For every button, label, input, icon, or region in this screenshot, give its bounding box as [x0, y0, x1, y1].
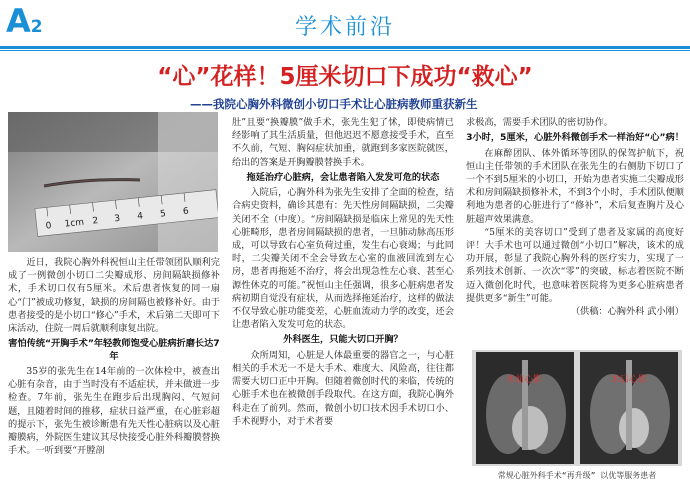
- section-heading: 外科医生，只能大切口开胸？: [283, 334, 403, 346]
- xray-before: [476, 352, 574, 464]
- xray-label-after: 术后心影: [610, 375, 648, 385]
- ruler-tick-label: 1cm: [64, 217, 85, 230]
- ruler-tick-label: 2: [92, 216, 99, 227]
- xray-after: [580, 352, 678, 464]
- section-heading: 3小时，5厘米，心脏外科微创手术一样治好“心”病！: [466, 132, 684, 144]
- page-letter: A: [6, 2, 31, 40]
- credit-line: （供稿：心胸外科 武小刚）: [570, 306, 684, 318]
- photo-caption: 常规心脏外科手术“再升级” 以优等服务患者: [497, 471, 657, 480]
- article-column-2: [232, 116, 454, 492]
- section-heading: 害怕传统“开胸手术”年轻教师饱受心脏病折磨长达7年: [8, 338, 220, 362]
- paragraph: “5厘米的美容切口”受到了患者及家属的高度好评！大手术也可以通过微创“小切口”解决，该术的成功开展，彰显了我院心胸外科的医疗实力，实现了一系列技术创新、一次次“零”的突破，标志着医院不断迈入微创化时代，也意味着医院将为更多心脏病患者提供更多“新生”可能。: [466, 226, 684, 304]
- ruler-tick-label: 4: [136, 211, 144, 222]
- article-column-1: [8, 256, 220, 492]
- page-number: 2: [30, 17, 43, 37]
- ruler-tick-label: 3: [113, 213, 121, 225]
- xray-comparison-photo: [472, 350, 682, 466]
- header-rule: [0, 46, 690, 49]
- ruler-tick-label: 0: [45, 221, 53, 232]
- ruler-tick-label: 5: [159, 209, 167, 220]
- xray-label-before: 术前心影: [505, 375, 543, 385]
- paragraph: 入院后，心胸外科为张先生安排了全面的检查，结合病史资料，确诊其患有：先天性房间隔缺损，二尖瓣关闭不全（中度）。“房间隔缺损是临床上常见的先天性心脏畸形，患者房间隔缺损的患者，一旦肺动脉高压形成，可以导致右心室负荷过重，发生右心衰竭；与此同时，二尖瓣关闭不全会导致左心室的血液回流到左心房，患者再拖延不治疗，将会出现急性左心衰、甚至心源性休克的可能。”祝恒山主任强调，很多心脏病患者发病初期自觉没有症状，从而选择拖延治疗，这样的做法不仅导致心脏功能变差，心脏血流动力学的改变，还会让患者陷入发发可危的状态。: [232, 187, 454, 331]
- paragraph: 近日，我院心胸外科祝恒山主任带领团队顺利完成了一例微创小切口二尖瓣成形、房间隔缺损修补术，手术切口仅有5厘米。术后患者恢复的同一扇心“门”被成功修复，缺损的房间隔也被修补好。由于患者接受的是小切口“修心”手术，术后第二天即可下床活动，住院一周后就顺利康复出院。: [8, 257, 220, 335]
- paragraph: 在麻醉团队、体外循环等团队的保驾护航下，祝恒山主任带领的手术团队在张先生的右侧肋下切口了一个不到5厘米的小切口，开始为患者实施二尖瓣成形术和房间隔缺损修补术，不到3个小时，手术团队便顺利地为患者的心脏进行了“修补”，术后复查胸片及心脏超声效果满意。: [466, 147, 684, 225]
- subheadline: ——我院心胸外科微创小切口手术让心脏病教师重获新生: [190, 97, 478, 111]
- section-title: 学术前沿: [294, 15, 395, 40]
- section-heading: 拖延治疗心脏病，会让患者陷入发发可危的状态: [246, 171, 440, 183]
- ruler-tick-label: 6: [182, 206, 190, 218]
- headline: “心”花样！5厘米切口下成功“救心”: [157, 64, 533, 90]
- header-rule-thin: [0, 50, 690, 51]
- paragraph: 众所周知，心脏是人体最重要的器官之一，与心脏相关的手术无一不是大手术、难度大、风险高，往往都需要大切口正中开胸。但随着微创时代的来临，传统的心脏手术也在被微创手段取代。在这方面，我院心胸外科走在了前列。然而，微创小切口技术因手术切口小、手术视野小，对于术者要: [232, 349, 454, 427]
- incision-photo: [8, 112, 218, 252]
- article-column-3: [466, 116, 684, 348]
- paragraph: 肚”且要“换瓣膜”做手术，张先生犯了怵，即使病情已经影响了其生活质量，但他迟迟不愿意接受手术，直至不久前，气短、胸闷症状加重，就跑到多家医院就医，给出的答案是开胸瓣膜替换手术。: [232, 117, 454, 168]
- paragraph: 35岁的张先生在14年前的一次体检中，被查出心脏有杂音，由于当时没有不适症状，并未做进一步检查。7年前，张先生在跑步后出现胸闷、气短问题，且随着时间的推移，症状日益严重，在心脏彩超的提示下，张先生被诊断患有先天性心脏病以及心脏瓣膜病，外院医生建议其尽快接受心脏外科瓣膜替换手术。一听到要“开膛剖: [8, 366, 220, 457]
- paragraph: 求极高，需要手术团队的密切协作。: [466, 117, 613, 128]
